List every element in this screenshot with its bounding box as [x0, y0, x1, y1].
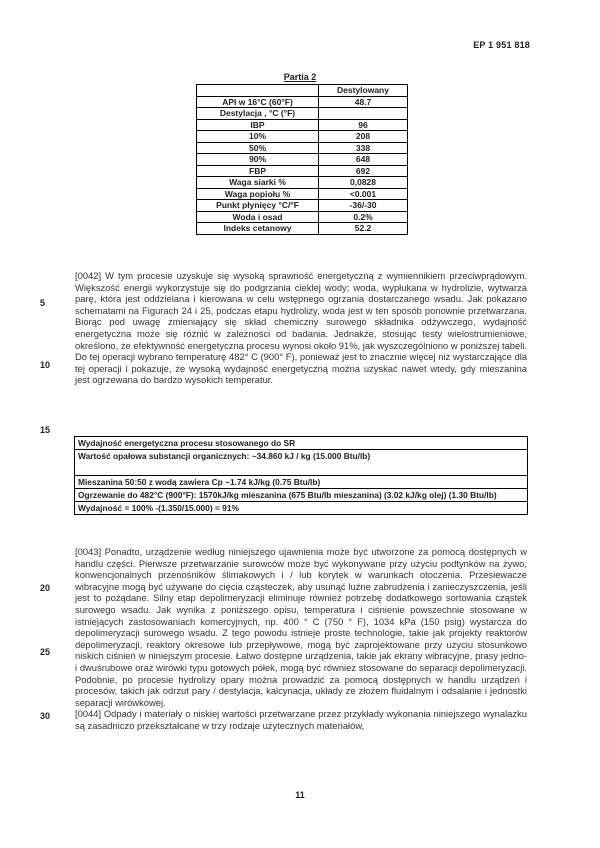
- table-row: [197, 119, 408, 131]
- paragraph-text: [0042] W tym procesie uzyskuje się wysoką sprawność energetyczną z wymiennikiem przeciwprądowym. Większość energii wykorzystuje się do podgrzania cieklej wody; woda, wypłukana w hydrolizie, wytwarza parę, która jest oddzielana i kierowana w celu wstępnego ogrzania dostarczanego wsadu. Jak pokazano schematami na Figurach 24 i 25, podczas etapu hydrolizy, woda jest w ten sposób ponownie przetwarzana. Biorąc pod uwagę zmieniający się skład chemiczny surowego składnika odżywczego, wydajność energetyczna może się różnić w zależności od badania. Jednakże, stosując testy wielostrumieniowe, określono, że efektywność energetyczna procesu wynosi około 91%, jak wyszczególniono w poniższej tabeli. Do tej operacji wybrano temperaturę 482° C (900° F), ponieważ jest to znacznie więcej niż wystarczające dla tej operacji i pokazuje, że wysoką wydajność energetyczną można uzyskać nawet wtedy, gdy mieszanina jest ogrzewana do bardzo wysokich temperatur.: [75, 270, 527, 386]
- row-label: 50%: [197, 142, 319, 154]
- column-header: Destylowany: [319, 85, 408, 97]
- batch-table-title: Partia 2: [283, 72, 317, 82]
- row-label: Indeks cetanowy: [197, 223, 319, 235]
- row-label: API w 16°C (60°F): [197, 96, 319, 108]
- row-value: 96: [319, 119, 408, 131]
- line-number: 10: [40, 360, 51, 370]
- row-label: FBP: [197, 165, 319, 177]
- table-row: [75, 476, 528, 489]
- row-label: Woda i osad: [197, 211, 319, 223]
- row-label: Destylacja , °C (°F): [197, 108, 319, 120]
- table-row: [75, 502, 528, 515]
- paragraph-text: [0043] Ponadto, urządzenie według niniejszego ujawnienia może być utworzone za pomocą dostępnych w handlu części. Pierwsze przetwarzanie surowców może być wykonywane przy użyciu podtynków na żywo, konwencjonalnych przenośników ślimakowych i / lub korytek w warunkach otoczenia. Przesiewacze wibracyjne mogą być używane do cięcia cząsteczek, aby usunąć luźne zabrudzenia i zanieczyszczenia, jeśli jest to pożądane. Silny etap depolimeryzacji eliminuje również potrzebę dodatkowego sortowania cząstek surowego wsadu. Jak wynika z poniższego opisu, temperatura i ciśnienie powszechnie stosowane w istniejących zastosowaniach komercyjnych, np. 400 ° C (750 ° F), 1034 kPa (150 psig) wystarcza do depolimeryzacji surowego wsadu. Z tego powodu istnieje proste technologie, takie jak projekty reaktorów depolimeryzacji, reaktory okresowe lub przepływowe, mogą być zaprojektowane przy użyciu stosunkowo niskich ciśnień w niniejszym procesie. Łatwo dostępne urządzenia, takie jak ekrany wibracyjne, prasy jedno- i dwuśrubowe oraz wirówki typu gotowych półek, mogą być również stosowane do separacji depolimeryzacji. Podobnie, po procesie hydrolizy opary można prowadzić za pomocą dostępnych w handlu urządzeń i procesów, takich jak odrzut pary / destylacja, kalcynacja, układy ze złożem fluidalnym i odsalanie i jednostki separacji wirówkowej.: [75, 546, 527, 708]
- paragraph-text: [0044] Odpady i materiały o niskiej wartości przetwarzane przez przykłady wykonania niniejszego wynalazku są zasadniczo przekształcane w trzy rodzaje użytecznych materiałów,: [75, 708, 527, 731]
- line-number: 30: [40, 711, 51, 721]
- row-label: 90%: [197, 154, 319, 166]
- line-number: 15: [40, 425, 51, 435]
- table-row: [197, 200, 408, 212]
- table-header-row: [197, 85, 408, 97]
- document-id: EP 1 951 818: [473, 40, 530, 50]
- table-row: [197, 177, 408, 189]
- line-number: 25: [40, 647, 51, 657]
- table-row: [197, 142, 408, 154]
- table-row: [197, 96, 408, 108]
- table-row: [197, 188, 408, 200]
- row-label: IBP: [197, 119, 319, 131]
- line-number: 5: [40, 298, 46, 308]
- table-row: [197, 131, 408, 143]
- line-number: 20: [40, 583, 51, 593]
- row-value: 0.2%: [319, 211, 408, 223]
- table-row: [197, 154, 408, 166]
- energy-efficiency-table: [74, 436, 528, 515]
- row-value: 52.2: [319, 223, 408, 235]
- table-row: [75, 450, 528, 476]
- row-value: 0,0828: [319, 177, 408, 189]
- row-value: 208: [319, 131, 408, 143]
- row-value: 692: [319, 165, 408, 177]
- table-row: [197, 223, 408, 235]
- efficiency-row: Wartość opałowa substancji organicznych: ~34.860 kJ / kg (15.000 Btu/lb): [75, 450, 528, 476]
- row-label: 10%: [197, 131, 319, 143]
- row-label: Punkt płynięcy °C/°F: [197, 200, 319, 212]
- batch-properties-table: [196, 84, 408, 235]
- row-value: 338: [319, 142, 408, 154]
- table-cell: [197, 85, 319, 97]
- row-value: 648: [319, 154, 408, 166]
- table-row: [197, 108, 408, 120]
- row-value: [319, 108, 408, 120]
- efficiency-row: Wydajność = 100% -(1.350/15.000) = 91%: [75, 502, 528, 515]
- efficiency-row: Ogrzewanie do 482°C (900°F): 1570kJ/kg mieszanina (675 Btu/lb mieszanina) (3.02 kJ/kg olej) (1.30 Btu/lb): [75, 489, 528, 502]
- table-row: [75, 437, 528, 450]
- table-row: [197, 211, 408, 223]
- row-value: -36/-30: [319, 200, 408, 212]
- paragraph-0043: [75, 546, 527, 732]
- efficiency-row: Mieszanina 50:50 z wodą zawiera Cp ~1.74 kJ/kg (0.75 Btu/lb): [75, 476, 528, 489]
- efficiency-title: Wydajność energetyczna procesu stosowanego do SR: [75, 437, 528, 450]
- row-value: <0.001: [319, 188, 408, 200]
- paragraph-0042: [75, 270, 527, 386]
- table-row: [75, 489, 528, 502]
- row-label: Waga popiołu %: [197, 188, 319, 200]
- row-label: Waga siarki %: [197, 177, 319, 189]
- page-number: 11: [295, 790, 305, 800]
- table-row: [197, 165, 408, 177]
- row-value: 48.7: [319, 96, 408, 108]
